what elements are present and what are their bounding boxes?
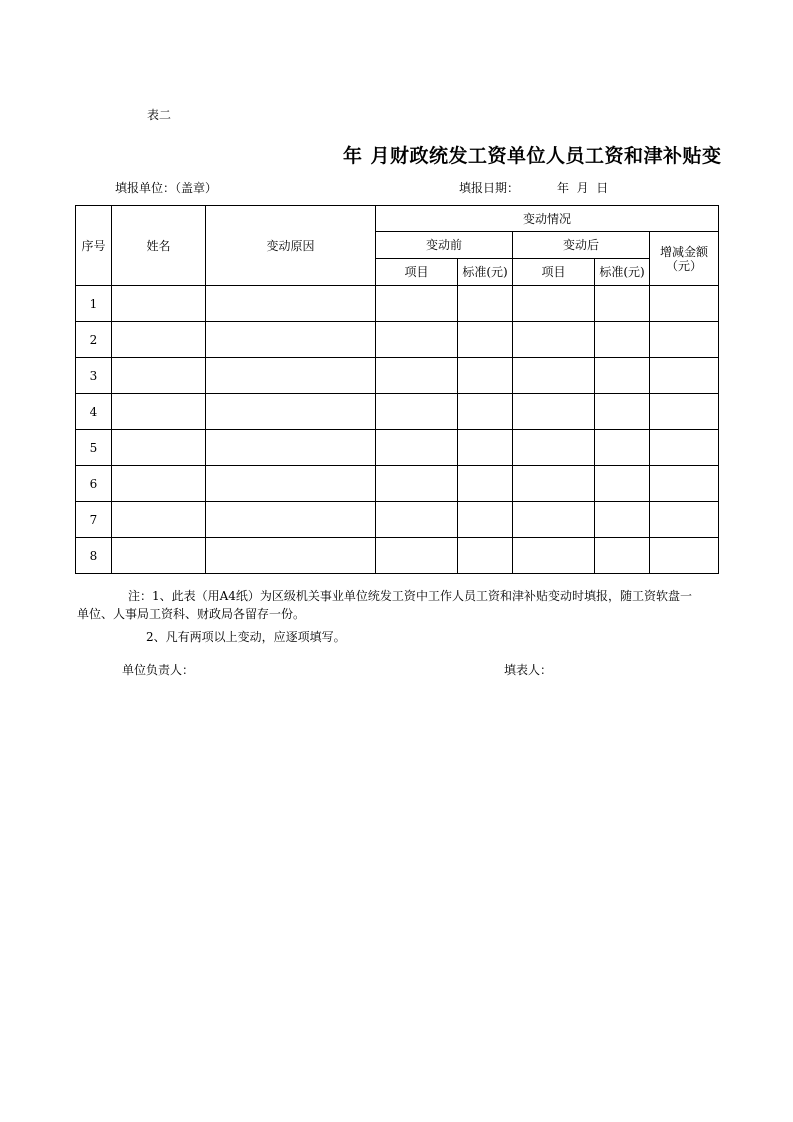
table-number-label: 表二 <box>147 108 172 122</box>
cell-after-standard[interactable] <box>595 538 650 574</box>
cell-after-standard[interactable] <box>595 466 650 502</box>
cell-after-standard[interactable] <box>595 322 650 358</box>
cell-name[interactable] <box>112 538 206 574</box>
cell-after-item[interactable] <box>513 394 595 430</box>
cell-after-item[interactable] <box>513 502 595 538</box>
title-year: 年 <box>343 145 363 167</box>
header-delta-line2: （元） <box>665 258 702 273</box>
cell-before-item[interactable] <box>376 538 458 574</box>
cell-after-standard[interactable] <box>595 430 650 466</box>
cell-after-standard[interactable] <box>595 286 650 322</box>
cell-reason[interactable] <box>206 394 376 430</box>
row-number: 7 <box>76 502 112 538</box>
header-change-situation: 变动情况 <box>376 206 719 232</box>
note-1-line-1: 注：1、此表（用A4纸）为区级机关事业单位统发工资中工作人员工资和津补贴变动时填报，随工资软盘一 <box>128 589 692 603</box>
cell-after-item[interactable] <box>513 286 595 322</box>
table-row <box>76 322 719 358</box>
title-text: 月财政统发工资单位人员工资和津补贴变 <box>370 145 722 167</box>
header-before-standard: 标准(元) <box>458 259 513 286</box>
cell-after-item[interactable] <box>513 538 595 574</box>
cell-name[interactable] <box>112 358 206 394</box>
cell-after-item[interactable] <box>513 466 595 502</box>
form-title <box>343 141 722 168</box>
cell-after-item[interactable] <box>513 430 595 466</box>
cell-delta-amount[interactable] <box>650 286 719 322</box>
salary-change-table <box>75 205 719 574</box>
cell-reason[interactable] <box>206 502 376 538</box>
cell-before-standard[interactable] <box>458 286 513 322</box>
header-before-item: 项目 <box>376 259 458 286</box>
cell-delta-amount[interactable] <box>650 322 719 358</box>
table-row <box>76 394 719 430</box>
cell-after-item[interactable] <box>513 322 595 358</box>
note-2: 2、凡有两项以上变动，应逐项填写。 <box>146 630 346 644</box>
unit-head-label: 单位负责人： <box>122 663 195 677</box>
cell-before-item[interactable] <box>376 466 458 502</box>
fill-unit-label: 填报单位：（盖章） <box>115 181 218 195</box>
header-delta-line1: 增减金额 <box>659 244 708 259</box>
header-delta-amount <box>650 232 719 286</box>
cell-reason[interactable] <box>206 466 376 502</box>
cell-name[interactable] <box>112 322 206 358</box>
cell-delta-amount[interactable] <box>650 538 719 574</box>
table-row <box>76 430 719 466</box>
fill-date-label: 填报日期： <box>459 181 520 195</box>
cell-before-standard[interactable] <box>458 430 513 466</box>
row-number: 4 <box>76 394 112 430</box>
header-after-standard: 标准(元) <box>595 259 650 286</box>
cell-before-item[interactable] <box>376 286 458 322</box>
cell-before-item[interactable] <box>376 502 458 538</box>
fill-date-value: 年 月 日 <box>557 181 609 195</box>
header-reason: 变动原因 <box>206 206 376 286</box>
cell-before-item[interactable] <box>376 322 458 358</box>
cell-reason[interactable] <box>206 322 376 358</box>
cell-before-item[interactable] <box>376 394 458 430</box>
row-number: 1 <box>76 286 112 322</box>
cell-after-standard[interactable] <box>595 394 650 430</box>
cell-before-standard[interactable] <box>458 502 513 538</box>
row-number: 2 <box>76 322 112 358</box>
header-seq: 序号 <box>76 206 112 286</box>
cell-name[interactable] <box>112 394 206 430</box>
cell-reason[interactable] <box>206 358 376 394</box>
cell-after-standard[interactable] <box>595 358 650 394</box>
row-number: 5 <box>76 430 112 466</box>
cell-before-standard[interactable] <box>458 538 513 574</box>
cell-name[interactable] <box>112 502 206 538</box>
cell-before-standard[interactable] <box>458 322 513 358</box>
cell-delta-amount[interactable] <box>650 358 719 394</box>
row-number: 3 <box>76 358 112 394</box>
cell-after-standard[interactable] <box>595 502 650 538</box>
row-number: 6 <box>76 466 112 502</box>
note-1-line-2: 单位、人事局工资科、财政局各留存一份。 <box>77 607 306 621</box>
cell-delta-amount[interactable] <box>650 430 719 466</box>
cell-before-standard[interactable] <box>458 394 513 430</box>
table-row <box>76 538 719 574</box>
cell-name[interactable] <box>112 286 206 322</box>
cell-after-item[interactable] <box>513 358 595 394</box>
cell-before-standard[interactable] <box>458 358 513 394</box>
cell-reason[interactable] <box>206 538 376 574</box>
cell-before-item[interactable] <box>376 430 458 466</box>
filler-label: 填表人： <box>504 663 553 677</box>
cell-delta-amount[interactable] <box>650 502 719 538</box>
cell-name[interactable] <box>112 466 206 502</box>
cell-before-item[interactable] <box>376 358 458 394</box>
cell-before-standard[interactable] <box>458 466 513 502</box>
cell-name[interactable] <box>112 430 206 466</box>
cell-reason[interactable] <box>206 430 376 466</box>
header-before-change: 变动前 <box>376 232 513 259</box>
cell-delta-amount[interactable] <box>650 394 719 430</box>
header-after-change: 变动后 <box>513 232 650 259</box>
cell-delta-amount[interactable] <box>650 466 719 502</box>
row-number: 8 <box>76 538 112 574</box>
table-row <box>76 502 719 538</box>
header-after-item: 项目 <box>513 259 595 286</box>
table-row <box>76 466 719 502</box>
cell-reason[interactable] <box>206 286 376 322</box>
header-name: 姓名 <box>112 206 206 286</box>
table-row <box>76 286 719 322</box>
table-row <box>76 358 719 394</box>
